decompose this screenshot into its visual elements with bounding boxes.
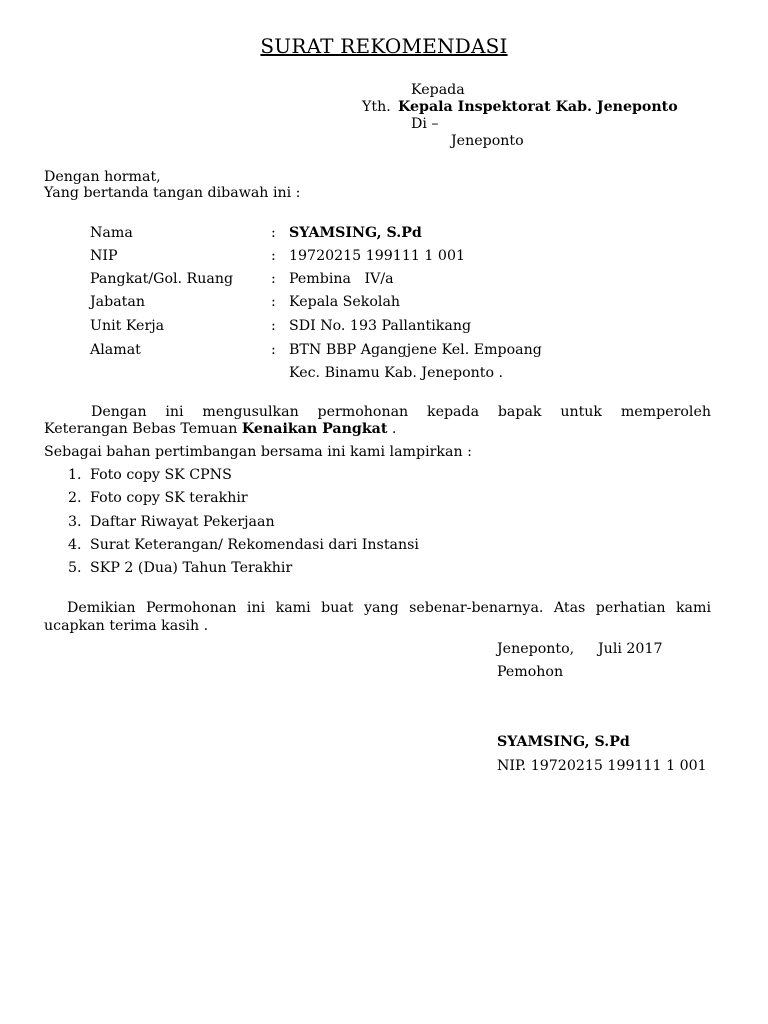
page-title: SURAT REKOMENDASI <box>260 34 508 58</box>
list-item: Foto copy SK CPNS <box>90 467 232 483</box>
field-value-jabatan: Kepala Sekolah <box>289 294 401 310</box>
greeting: Dengan hormat, <box>44 169 161 185</box>
field-colon: : <box>271 294 276 310</box>
signature-name: SYAMSING, S.Pd <box>497 734 630 750</box>
list-item: Foto copy SK terakhir <box>90 490 248 506</box>
field-label-jabatan: Jabatan <box>90 294 145 310</box>
list-number: 3. <box>68 514 82 530</box>
field-value-nip: 19720215 199111 1 001 <box>289 248 466 264</box>
field-value-alamat: BTN BBP Agangjene Kel. Empoang <box>289 342 542 358</box>
addressee-kepada: Kepada <box>411 82 465 98</box>
closing-line1: Demikian Permohonan ini kami buat yang sebenar-benarnya. Atas perhatian kami <box>67 600 711 616</box>
field-value-unit-kerja: SDI No. 193 Pallantikang <box>289 318 472 334</box>
field-label-nama: Nama <box>90 225 133 241</box>
body-text-end: . <box>387 421 397 437</box>
addressee-yth: Yth. <box>362 99 391 115</box>
signature-place: Jeneponto, <box>497 641 575 657</box>
addressee-di: Di – <box>411 116 439 132</box>
signature-role: Pemohon <box>497 664 564 680</box>
field-value-alamat-2: Kec. Binamu Kab. Jeneponto . <box>289 365 504 381</box>
field-colon: : <box>271 225 276 241</box>
list-number: 2. <box>68 490 82 506</box>
body-text: Keterangan Bebas Temuan <box>44 421 242 437</box>
closing-line2: ucapkan terima kasih . <box>44 618 209 634</box>
field-label-unit-kerja: Unit Kerja <box>90 318 165 334</box>
field-label-nip: NIP <box>90 248 118 264</box>
addressee-recipient: Kepala Inspektorat Kab. Jeneponto <box>398 99 678 115</box>
body-emphasis: Kenaikan Pangkat <box>241 421 388 437</box>
field-colon: : <box>271 342 276 358</box>
intro-line: Yang bertanda tangan dibawah ini : <box>44 185 301 201</box>
signature-nip: NIP. 19720215 199111 1 001 <box>497 758 707 774</box>
list-number: 5. <box>68 560 82 576</box>
field-value-pangkat: Pembina IV/a <box>289 271 394 287</box>
field-label-pangkat: Pangkat/Gol. Ruang <box>90 271 234 287</box>
body-paragraph-line2 <box>44 420 396 438</box>
field-colon: : <box>271 248 276 264</box>
list-item: SKP 2 (Dua) Tahun Terakhir <box>90 560 293 576</box>
field-colon: : <box>271 318 276 334</box>
signature-date: Juli 2017 <box>598 641 663 657</box>
list-item: Daftar Riwayat Pekerjaan <box>90 514 275 530</box>
addressee-city: Jeneponto <box>451 133 524 149</box>
field-colon: : <box>271 271 276 287</box>
attachment-intro: Sebagai bahan pertimbangan bersama ini kami lampirkan : <box>44 444 472 460</box>
field-value-nama: SYAMSING, S.Pd <box>289 225 422 241</box>
list-number: 1. <box>68 467 82 483</box>
field-label-alamat: Alamat <box>90 342 141 358</box>
body-paragraph-line1: Dengan ini mengusulkan permohonan kepada bapak untuk memperoleh <box>91 404 711 420</box>
list-number: 4. <box>68 537 82 553</box>
list-item: Surat Keterangan/ Rekomendasi dari Instansi <box>90 537 419 553</box>
